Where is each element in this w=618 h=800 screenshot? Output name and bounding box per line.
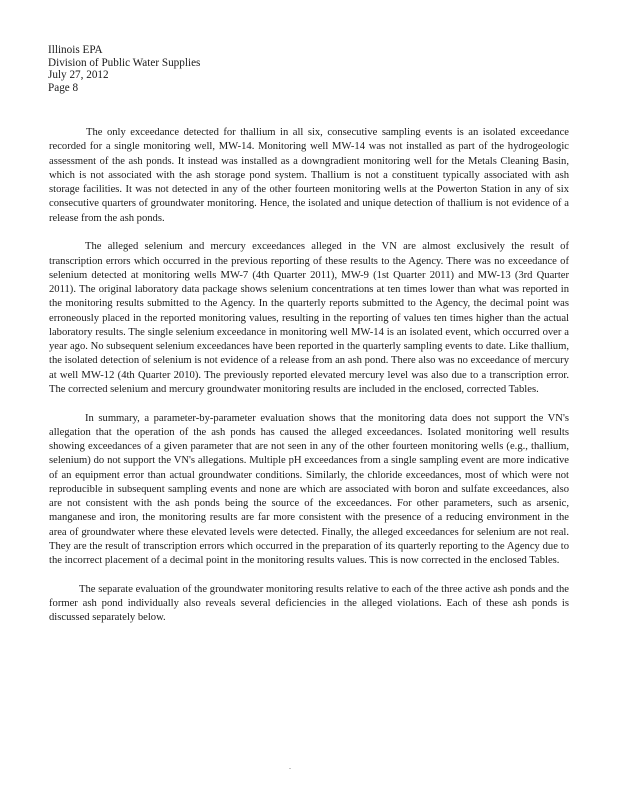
header-page-number: Page 8 bbox=[48, 81, 79, 94]
paragraph-summary: In summary, a parameter-by-parameter evaluation shows that the monitoring data does not support the VN's allegation that the operation of the ash ponds has caused the alleged exceedances. Isolated monitoring well results showing exceedances of a given parameter that are not seen in any of the other fourteen monitoring wells (e.g., thallium, selenium) do not support the VN's allegations. Multiple pH exceedances from a single sampling event are more indicative of an equipment error than actual groundwater conditions. Similarly, the chloride exceedances, most of which were not reproducible in subsequent sampling events and none are which are associated with boron and sulfate exceedances, also are not consistent with the ash ponds being the source of the exceedances. For other parameters, such as arsenic, manganese and iron, the monitoring results are far more consistent with the presence of a reducing environment in the area of groundwater where these elevated levels were detected. Finally, the alleged exceedances for selenium are not real. They are the result of transcription errors which occurred in the preparation of its quarterly reporting to the Agency due to the incorrect placement of a decimal point in the monitoring results values. This is now corrected in the enclosed Tables. bbox=[49, 412, 569, 566]
header-date: July 27, 2012 bbox=[48, 69, 109, 82]
letter-body bbox=[49, 126, 569, 640]
header-recipient: Illinois EPA bbox=[48, 44, 103, 56]
page-footer-mark: . bbox=[289, 762, 291, 771]
letter-header bbox=[48, 44, 200, 94]
paragraph-selenium-mercury: The alleged selenium and mercury exceedances alleged in the VN are almost exclusively the result of transcription errors which occurred in the previous reporting of these results to the Agency. There was no exceedance of selenium detected at monitoring wells MW-7 (4th Quarter 2011), MW-9 (1st Quarter 2011) and MW-13 (3rd Quarter 2011). The original laboratory data package shows selenium concentrations at ten times lower than what was reported in the monitoring results submitted to the Agency. In the quarterly reports submitted to the Agency, the decimal point was erroneously placed in the reported monitoring values, resulting in the reporting of values ten times higher than the actual laboratory results. The single selenium exceedance in monitoring well MW-14 is an isolated event, which occurred over a year ago. No subsequent selenium exceedances have been reported in the quarterly sampling events to date. Like thallium, the isolated detection of selenium is not evidence of a release from an ash pond. There also was no exceedance of mercury at well MW-12 (4th Quarter 2010). The previously reported elevated mercury level was also due to a transcription error. The corrected selenium and mercury groundwater monitoring results are included in the enclosed, corrected Tables. bbox=[49, 241, 569, 395]
paragraph-thallium: The only exceedance detected for thallium in all six, consecutive sampling events is an isolated exceedance recorded for a single monitoring well, MW-14. Monitoring well MW-14 was not installed as part of the hydrogeologic assessment of the ash ponds. It instead was installed as a downgradient monitoring well for the Metals Cleaning Basin, which is not associated with the ash storage pond system. Thallium is not a constituent typically associated with ash storage facilities. It was not detected in any of the other fourteen monitoring wells at the Powerton Station in any of six consecutive quarters of groundwater monitoring. Hence, the isolated and unique detection of thallium is not evidence of a release from the ash ponds. bbox=[49, 127, 569, 224]
paragraph-separate-evaluation: The separate evaluation of the groundwater monitoring results relative to each of the three active ash ponds and the former ash pond individually also reveals several deficiencies in the alleged violations. Each of these ash ponds is discussed separately below. bbox=[49, 583, 569, 624]
header-division: Division of Public Water Supplies bbox=[48, 56, 201, 69]
